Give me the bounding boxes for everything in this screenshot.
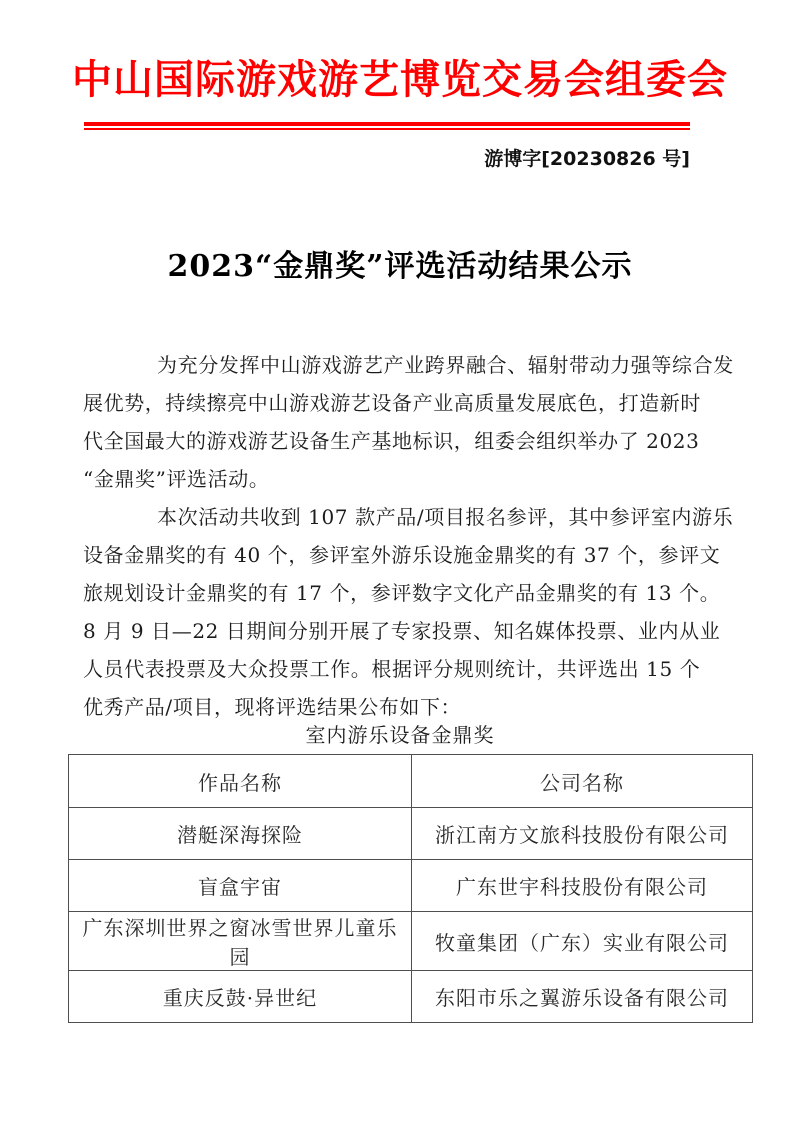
paragraph-1-line-2: 展优势，持续擦亮中山游戏游艺设备产业高质量发展底色，打造新时	[83, 391, 701, 415]
column-header-work-name: 作品名称	[69, 755, 412, 808]
table-header-row	[69, 755, 753, 808]
announcement-title: 2023“金鼎奖”评选活动结果公示	[167, 249, 633, 284]
paragraph-2-line-4: 8 月 9 日—22 日期间分别开展了专家投票、知名媒体投票、业内从业	[83, 619, 721, 643]
work-name-cell: 重庆反鼓·异世纪	[69, 971, 412, 1023]
org-title: 中山国际游戏游艺博览交易会组委会	[72, 56, 728, 103]
doc-number: 游博字[20230826 号]	[484, 148, 690, 170]
table-caption: 室内游乐设备金鼎奖	[305, 723, 495, 747]
paragraph-2-line-6: 优秀产品/项目，现将评选结果公布如下：	[83, 695, 462, 719]
company-name-cell: 牧童集团（广东）实业有限公司	[412, 912, 753, 971]
table-row	[69, 912, 753, 971]
red-divider-rule	[84, 122, 690, 130]
table-row	[69, 971, 753, 1023]
table-row	[69, 860, 753, 912]
paragraph-1-line-3: 代全国最大的游戏游艺设备生产基地标识，组委会组织举办了 2023	[83, 429, 700, 453]
paragraph-2-line-3: 旅规划设计金鼎奖的有 17 个，参评数字文化产品金鼎奖的有 13 个。	[83, 581, 721, 605]
work-name-cell: 广东深圳世界之窗冰雪世界儿童乐园	[69, 912, 412, 971]
table-row	[69, 808, 753, 860]
paragraph-2-line-1: 本次活动共收到 107 款产品/项目报名参评，其中参评室内游乐	[157, 505, 734, 529]
paragraph-2-line-2: 设备金鼎奖的有 40 个，参评室外游乐设施金鼎奖的有 37 个，参评文	[83, 543, 721, 567]
body-text	[83, 346, 734, 726]
company-name-cell: 东阳市乐之翼游乐设备有限公司	[412, 971, 753, 1023]
paragraph-1-line-4: “金鼎奖”评选活动。	[83, 467, 270, 491]
work-name-cell: 潜艇深海探险	[69, 808, 412, 860]
work-name-cell: 盲盒宇宙	[69, 860, 412, 912]
company-name-cell: 广东世宇科技股份有限公司	[412, 860, 753, 912]
company-name-cell: 浙江南方文旅科技股份有限公司	[412, 808, 753, 860]
column-header-company-name: 公司名称	[412, 755, 753, 808]
paragraph-2-line-5: 人员代表投票及大众投票工作。根据评分规则统计，共评选出 15 个	[83, 657, 701, 681]
paragraph-1-line-1: 为充分发挥中山游戏游艺产业跨界融合、辐射带动力强等综合发	[157, 353, 734, 377]
awards-table	[68, 754, 753, 1023]
